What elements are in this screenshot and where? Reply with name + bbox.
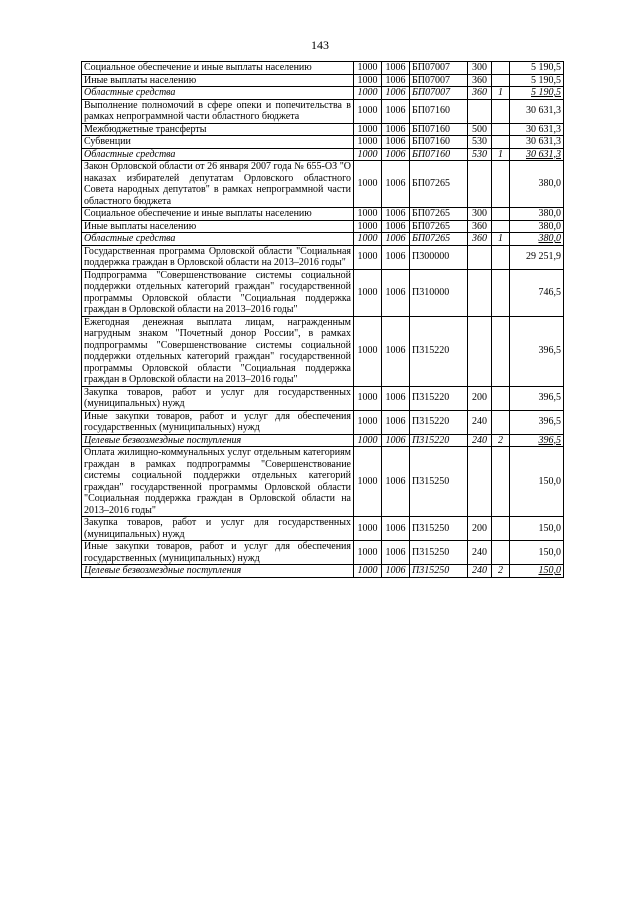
target-article-cell: БП07265 xyxy=(410,161,468,208)
target-article-cell: БП07007 xyxy=(410,87,468,100)
table-row xyxy=(82,148,564,161)
section-code-cell: 1000 xyxy=(354,447,382,517)
target-article-cell: П315250 xyxy=(410,447,468,517)
row-name-cell: Иные закупки товаров, работ и услуг для обеспечения государственных (муниципальных) нужд xyxy=(82,541,354,565)
expense-type-cell xyxy=(468,269,492,316)
amount-cell: 746,5 xyxy=(510,269,564,316)
section-code-cell: 1000 xyxy=(354,434,382,447)
target-article-cell: БП07160 xyxy=(410,148,468,161)
expense-type-cell: 240 xyxy=(468,434,492,447)
expense-type-cell: 360 xyxy=(468,87,492,100)
table-row xyxy=(82,123,564,136)
row-name-cell: Оплата жилищно-коммунальных услуг отдельным категориям граждан в рамках подпрограммы "Совершенствование системы социальной поддержки отдельных категорий граждан" государственной программы Орловской области "Социальная поддержка граждан в Орловской области на 2013–2016 годы" xyxy=(82,447,354,517)
table-row xyxy=(82,434,564,447)
subsection-code-cell: 1006 xyxy=(382,208,410,221)
table-row xyxy=(82,161,564,208)
section-code-cell: 1000 xyxy=(354,386,382,410)
target-article-cell: БП07265 xyxy=(410,208,468,221)
subsection-code-cell: 1006 xyxy=(382,62,410,75)
expense-type-cell: 300 xyxy=(468,208,492,221)
row-name-cell: Субвенции xyxy=(82,136,354,149)
subsection-code-cell: 1006 xyxy=(382,245,410,269)
table-row xyxy=(82,208,564,221)
section-code-cell: 1000 xyxy=(354,87,382,100)
funding-source-cell xyxy=(492,517,510,541)
table-row xyxy=(82,245,564,269)
row-name-cell: Закупка товаров, работ и услуг для государственных (муниципальных) нужд xyxy=(82,517,354,541)
row-name-cell: Целевые безвозмездные поступления xyxy=(82,565,354,578)
target-article-cell: БП07160 xyxy=(410,136,468,149)
table-row xyxy=(82,386,564,410)
funding-source-cell xyxy=(492,208,510,221)
amount-cell: 380,0 xyxy=(510,220,564,233)
row-name-cell: Ежегодная денежная выплата лицам, награжденным нагрудным знаком "Почетный донор России", в рамках подпрограммы "Совершенствование системы социальной поддержки отдельных категорий граждан" государственной программы Орловской области "Социальная поддержка граждан в Орловской области на 2013–2016 годы" xyxy=(82,316,354,386)
table-row xyxy=(82,136,564,149)
funding-source-cell xyxy=(492,62,510,75)
amount-cell: 396,5 xyxy=(510,434,564,447)
subsection-code-cell: 1006 xyxy=(382,316,410,386)
subsection-code-cell: 1006 xyxy=(382,87,410,100)
page-number: 143 xyxy=(311,38,329,52)
section-code-cell: 1000 xyxy=(354,233,382,246)
expense-type-cell: 530 xyxy=(468,148,492,161)
table-row xyxy=(82,269,564,316)
target-article-cell: БП07265 xyxy=(410,220,468,233)
amount-cell: 30 631,3 xyxy=(510,136,564,149)
table-row xyxy=(82,517,564,541)
subsection-code-cell: 1006 xyxy=(382,447,410,517)
target-article-cell: П315220 xyxy=(410,410,468,434)
expense-type-cell xyxy=(468,316,492,386)
row-name-cell: Иные выплаты населению xyxy=(82,74,354,87)
section-code-cell: 1000 xyxy=(354,74,382,87)
subsection-code-cell: 1006 xyxy=(382,269,410,316)
section-code-cell: 1000 xyxy=(354,541,382,565)
target-article-cell: П315220 xyxy=(410,316,468,386)
expense-type-cell: 530 xyxy=(468,136,492,149)
funding-source-cell xyxy=(492,161,510,208)
table-row xyxy=(82,316,564,386)
amount-cell: 29 251,9 xyxy=(510,245,564,269)
row-name-cell: Социальное обеспечение и иные выплаты населению xyxy=(82,208,354,221)
target-article-cell: БП07160 xyxy=(410,123,468,136)
funding-source-cell xyxy=(492,74,510,87)
funding-source-cell: 2 xyxy=(492,565,510,578)
section-code-cell: 1000 xyxy=(354,269,382,316)
funding-source-cell xyxy=(492,99,510,123)
target-article-cell: П315250 xyxy=(410,541,468,565)
row-name-cell: Закупка товаров, работ и услуг для государственных (муниципальных) нужд xyxy=(82,386,354,410)
budget-table-body xyxy=(82,62,564,578)
row-name-cell: Закон Орловской области от 26 января 2007 года № 655-ОЗ "О наказах избирателей депутатам Орловского областного Совета народных депутатов" в рамках непрограммной части областного бюджета xyxy=(82,161,354,208)
target-article-cell: БП07007 xyxy=(410,62,468,75)
row-name-cell: Иные закупки товаров, работ и услуг для обеспечения государственных (муниципальных) нужд xyxy=(82,410,354,434)
table-row xyxy=(82,87,564,100)
funding-source-cell xyxy=(492,269,510,316)
amount-cell: 150,0 xyxy=(510,541,564,565)
table-row xyxy=(82,220,564,233)
row-name-cell: Целевые безвозмездные поступления xyxy=(82,434,354,447)
subsection-code-cell: 1006 xyxy=(382,74,410,87)
expense-type-cell: 360 xyxy=(468,220,492,233)
amount-cell: 380,0 xyxy=(510,208,564,221)
table-row xyxy=(82,74,564,87)
budget-table xyxy=(81,61,564,578)
row-name-cell: Областные средства xyxy=(82,87,354,100)
target-article-cell: БП07007 xyxy=(410,74,468,87)
section-code-cell: 1000 xyxy=(354,410,382,434)
funding-source-cell xyxy=(492,410,510,434)
expense-type-cell: 240 xyxy=(468,565,492,578)
section-code-cell: 1000 xyxy=(354,220,382,233)
table-row xyxy=(82,541,564,565)
expense-type-cell: 240 xyxy=(468,410,492,434)
row-name-cell: Межбюджетные трансферты xyxy=(82,123,354,136)
table-row xyxy=(82,233,564,246)
section-code-cell: 1000 xyxy=(354,123,382,136)
subsection-code-cell: 1006 xyxy=(382,386,410,410)
row-name-cell: Социальное обеспечение и иные выплаты населению xyxy=(82,62,354,75)
amount-cell: 380,0 xyxy=(510,233,564,246)
funding-source-cell xyxy=(492,316,510,386)
funding-source-cell xyxy=(492,220,510,233)
target-article-cell: П300000 xyxy=(410,245,468,269)
expense-type-cell: 200 xyxy=(468,517,492,541)
funding-source-cell xyxy=(492,136,510,149)
table-row xyxy=(82,565,564,578)
section-code-cell: 1000 xyxy=(354,62,382,75)
expense-type-cell: 500 xyxy=(468,123,492,136)
subsection-code-cell: 1006 xyxy=(382,233,410,246)
amount-cell: 30 631,3 xyxy=(510,148,564,161)
table-row xyxy=(82,62,564,75)
section-code-cell: 1000 xyxy=(354,316,382,386)
funding-source-cell xyxy=(492,447,510,517)
target-article-cell: П315220 xyxy=(410,434,468,447)
row-name-cell: Областные средства xyxy=(82,233,354,246)
subsection-code-cell: 1006 xyxy=(382,434,410,447)
amount-cell: 396,5 xyxy=(510,316,564,386)
subsection-code-cell: 1006 xyxy=(382,410,410,434)
amount-cell: 30 631,3 xyxy=(510,123,564,136)
amount-cell: 150,0 xyxy=(510,517,564,541)
section-code-cell: 1000 xyxy=(354,161,382,208)
target-article-cell: П315250 xyxy=(410,517,468,541)
row-name-cell: Подпрограмма "Совершенствование системы социальной поддержки отдельных категорий граждан" государственной программы Орловской области "Социальная поддержка граждан в Орловской области на 2013–2016 годы" xyxy=(82,269,354,316)
section-code-cell: 1000 xyxy=(354,148,382,161)
section-code-cell: 1000 xyxy=(354,517,382,541)
target-article-cell: П310000 xyxy=(410,269,468,316)
expense-type-cell xyxy=(468,245,492,269)
row-name-cell: Государственная программа Орловской области "Социальная поддержка граждан в Орловской области на 2013–2016 годы" xyxy=(82,245,354,269)
funding-source-cell xyxy=(492,245,510,269)
section-code-cell: 1000 xyxy=(354,565,382,578)
amount-cell: 150,0 xyxy=(510,565,564,578)
expense-type-cell: 200 xyxy=(468,386,492,410)
expense-type-cell: 300 xyxy=(468,62,492,75)
section-code-cell: 1000 xyxy=(354,208,382,221)
expense-type-cell xyxy=(468,99,492,123)
amount-cell: 380,0 xyxy=(510,161,564,208)
funding-source-cell: 1 xyxy=(492,148,510,161)
amount-cell: 30 631,3 xyxy=(510,99,564,123)
funding-source-cell: 1 xyxy=(492,87,510,100)
funding-source-cell xyxy=(492,386,510,410)
table-row xyxy=(82,410,564,434)
target-article-cell: БП07160 xyxy=(410,99,468,123)
row-name-cell: Иные выплаты населению xyxy=(82,220,354,233)
subsection-code-cell: 1006 xyxy=(382,148,410,161)
row-name-cell: Областные средства xyxy=(82,148,354,161)
subsection-code-cell: 1006 xyxy=(382,136,410,149)
amount-cell: 5 190,5 xyxy=(510,87,564,100)
subsection-code-cell: 1006 xyxy=(382,565,410,578)
expense-type-cell xyxy=(468,161,492,208)
funding-source-cell xyxy=(492,541,510,565)
section-code-cell: 1000 xyxy=(354,136,382,149)
section-code-cell: 1000 xyxy=(354,99,382,123)
row-name-cell: Выполнение полномочий в сфере опеки и попечительства в рамках непрограммной части областного бюджета xyxy=(82,99,354,123)
subsection-code-cell: 1006 xyxy=(382,517,410,541)
target-article-cell: П315250 xyxy=(410,565,468,578)
subsection-code-cell: 1006 xyxy=(382,123,410,136)
subsection-code-cell: 1006 xyxy=(382,99,410,123)
amount-cell: 396,5 xyxy=(510,386,564,410)
table-row xyxy=(82,447,564,517)
funding-source-cell: 2 xyxy=(492,434,510,447)
expense-type-cell xyxy=(468,447,492,517)
expense-type-cell: 240 xyxy=(468,541,492,565)
amount-cell: 396,5 xyxy=(510,410,564,434)
expense-type-cell: 360 xyxy=(468,74,492,87)
subsection-code-cell: 1006 xyxy=(382,220,410,233)
amount-cell: 150,0 xyxy=(510,447,564,517)
expense-type-cell: 360 xyxy=(468,233,492,246)
funding-source-cell: 1 xyxy=(492,233,510,246)
table-row xyxy=(82,99,564,123)
subsection-code-cell: 1006 xyxy=(382,161,410,208)
target-article-cell: П315220 xyxy=(410,386,468,410)
amount-cell: 5 190,5 xyxy=(510,62,564,75)
section-code-cell: 1000 xyxy=(354,245,382,269)
amount-cell: 5 190,5 xyxy=(510,74,564,87)
target-article-cell: БП07265 xyxy=(410,233,468,246)
subsection-code-cell: 1006 xyxy=(382,541,410,565)
funding-source-cell xyxy=(492,123,510,136)
